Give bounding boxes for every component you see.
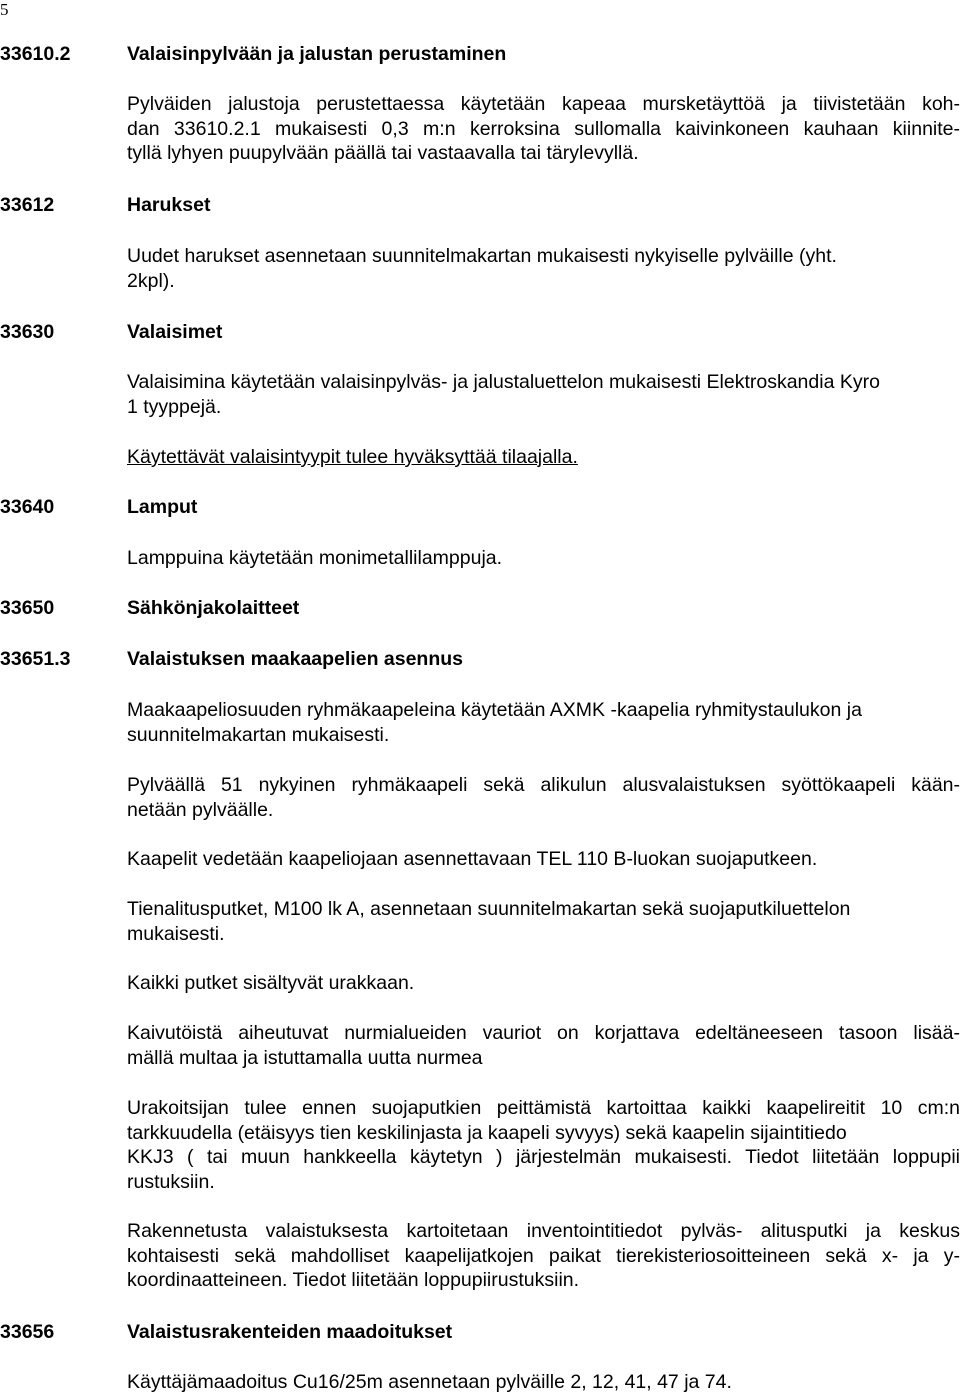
text-line: Urakoitsijan tulee ennen suojaputkien peittämistä kartoittaa kaikki kaapelireitit 10 cm:n xyxy=(127,1097,960,1119)
text-line: KKJ3 ( tai muun hankkeella käytetyn ) järjestelmän mukaisesti. Tiedot liitetään loppupii xyxy=(127,1146,960,1169)
text-line: Pylväällä 51 nykyinen ryhmäkaapeli sekä alikulun alusvalaistuksen syöttökaapeli kään- xyxy=(127,774,960,796)
text-line: tarkkuudella (etäisyys tien keskilinjasta ja kaapeli syvyys) sekä kaapelin sijaintitiedo xyxy=(127,1121,847,1144)
paragraph-protective-pipe xyxy=(127,847,960,872)
paragraph-foundation xyxy=(127,92,960,166)
text-line: Rakennetusta valaistuksesta kartoitetaan inventointitiedot pylväs- alitusputki ja keskus xyxy=(127,1220,960,1242)
paragraph-luminaires xyxy=(127,370,960,419)
section-title: Sähkönjakolaitteet xyxy=(127,597,300,619)
text-line: Tienalitusputket, M100 lk A, asennetaan suunnitelmakartan sekä suojaputkiluettelon xyxy=(127,898,851,920)
text-line: Kaapelit vedetään kaapeliojaan asennettavaan TEL 110 B-luokan suojaputkeen. xyxy=(127,848,818,870)
text-line: tyllä lyhyen puupylvään päällä tai vastaavalla tai tärylevyllä. xyxy=(127,142,639,165)
section-number: 33640 xyxy=(0,496,55,518)
section-title: Valaistuksen maakaapelien asennus xyxy=(127,648,464,670)
text-line: rustuksiin. xyxy=(127,1170,215,1193)
section-number: 33610.2 xyxy=(0,43,71,65)
text-line: kohtaisesti sekä mahdolliset kaapelijatkojen paikat tierekisteriosoitteineen sekä x- ja y- xyxy=(127,1244,960,1267)
section-title: Harukset xyxy=(127,194,211,216)
text-line: 1 tyyppejä. xyxy=(127,395,222,418)
section-number: 33630 xyxy=(0,321,55,343)
text-line: netään pylväälle. xyxy=(127,798,274,821)
paragraph-cable-type xyxy=(127,698,960,747)
paragraph-inventory xyxy=(127,1219,960,1293)
paragraph-road-crossing xyxy=(127,897,960,946)
section-number: 33656 xyxy=(0,1321,55,1343)
text-line: Käyttäjämaadoitus Cu16/25m asennetaan pylväille 2, 12, 41, 47 ja 74. xyxy=(127,1371,732,1393)
paragraph-lawn-repair xyxy=(127,1021,960,1070)
text-line: Valaisimina käytetään valaisinpylväs- ja jalustaluettelon mukaisesti Elektroskandia Kyro xyxy=(127,371,880,393)
paragraph-luminaire-approval xyxy=(127,445,960,470)
text-line: dan 33610.2.1 mukaisesti 0,3 m:n kerroksina sullomalla kaivinkoneen kauhaan kiinnite- xyxy=(127,117,960,140)
paragraph-guy-wires xyxy=(127,244,960,293)
paragraph-cable-mapping xyxy=(127,1096,960,1194)
section-title: Valaisimet xyxy=(127,321,223,343)
text-line: Kaivutöistä aiheutuvat nurmialueiden vauriot on korjattava edeltäneeseen tasoon lisää- xyxy=(127,1022,960,1044)
text-line: Uudet harukset asennetaan suunnitelmakartan mukaisesti nykyiselle pylväille (yht. xyxy=(127,245,837,267)
text-line: Kaikki putket sisältyvät urakkaan. xyxy=(127,972,415,994)
text-line: mällä multaa ja istuttamalla uutta nurmea xyxy=(127,1046,483,1069)
text-line: Käytettävät valaisintyypit tulee hyväksyttää tilaajalla. xyxy=(127,446,578,468)
text-line: Pylväiden jalustoja perustettaessa käytetään kapeaa mursketäyttöä ja tiivistetään koh- xyxy=(127,93,960,115)
text-line: koordinaatteineen. Tiedot liitetään loppupiirustuksiin. xyxy=(127,1269,580,1292)
page-number: 5 xyxy=(0,0,9,19)
paragraph-lamps xyxy=(127,546,960,571)
section-title: Valaisinpylvään ja jalustan perustaminen xyxy=(127,43,507,65)
paragraph-pipes-included xyxy=(127,971,960,996)
text-line: Maakaapeliosuuden ryhmäkaapeleina käytetään AXMK -kaapelia ryhmitystaulukon ja xyxy=(127,699,862,721)
text-line: mukaisesti. xyxy=(127,922,225,945)
section-number: 33650 xyxy=(0,597,55,619)
text-line: Lamppuina käytetään monimetallilamppuja. xyxy=(127,547,503,569)
section-number: 33612 xyxy=(0,194,55,216)
text-line: 2kpl). xyxy=(127,269,175,292)
section-number: 33651.3 xyxy=(0,648,71,670)
section-title: Lamput xyxy=(127,496,198,518)
section-title: Valaistusrakenteiden maadoitukset xyxy=(127,1321,453,1343)
paragraph-grounding xyxy=(127,1370,960,1395)
paragraph-pole-51 xyxy=(127,773,960,822)
text-line: suunnitelmakartan mukaisesti. xyxy=(127,723,390,746)
